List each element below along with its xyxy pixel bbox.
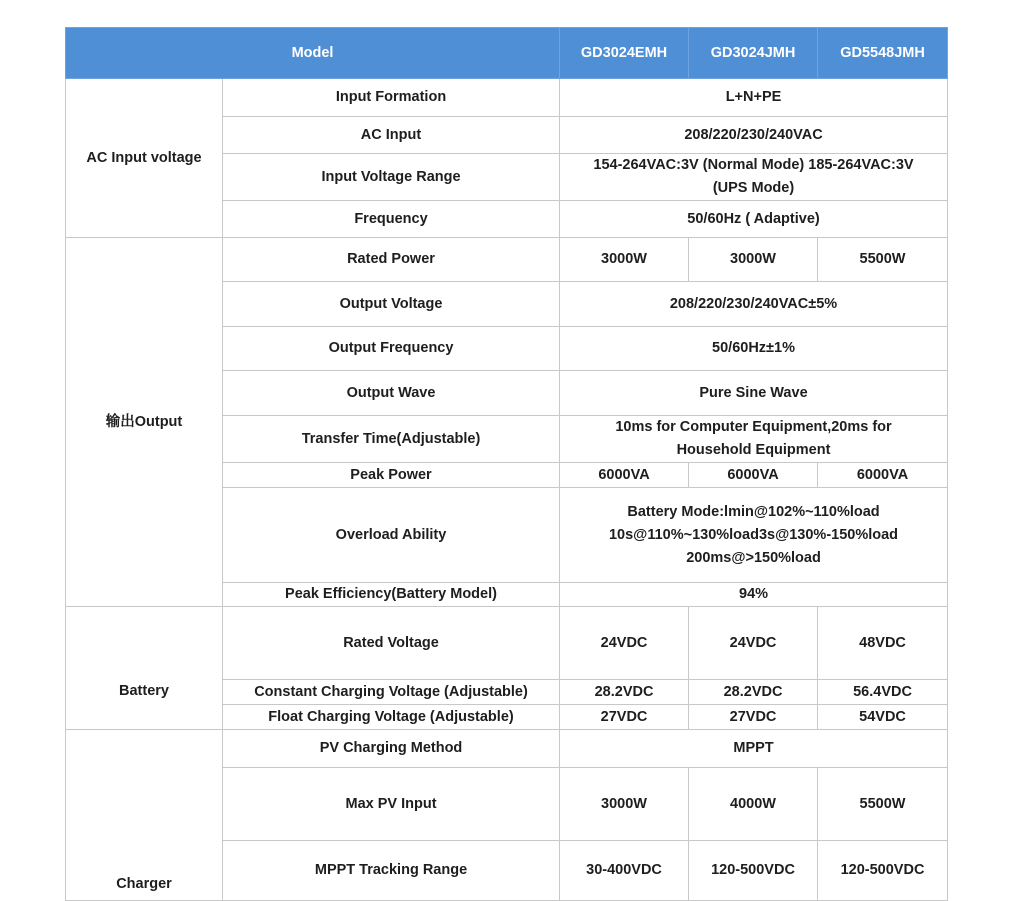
overload-line: 10s@110%~130%load3s@130%-150%load: [608, 526, 899, 543]
model-header: Model: [66, 28, 560, 79]
row-value: MPPT: [560, 730, 948, 768]
row-value: 208/220/230/240VAC±5%: [560, 282, 948, 327]
row-label: Float Charging Voltage (Adjustable): [223, 705, 560, 730]
row-value: 24VDC: [689, 607, 818, 680]
row-label: PV Charging Method: [223, 730, 560, 768]
row-value: 6000VA: [689, 463, 818, 488]
row-label: Max PV Input: [223, 768, 560, 841]
row-value: 10ms for Computer Equipment,20ms for Household Equipment: [560, 416, 948, 463]
row-value: 120-500VDC: [689, 841, 818, 901]
row-value: 3000W: [689, 238, 818, 282]
row-label: Frequency: [223, 201, 560, 238]
row-value: 28.2VDC: [689, 680, 818, 705]
row-value: 6000VA: [818, 463, 948, 488]
row-label: MPPT Tracking Range: [223, 841, 560, 901]
row-value: 154-264VAC:3V (Normal Mode) 185-264VAC:3V (UPS Mode): [560, 154, 948, 201]
row-value: L+N+PE: [560, 79, 948, 117]
group-output-label: 输出Output: [66, 238, 223, 607]
model-name: GD5548JMH: [818, 28, 948, 79]
row-value: 4000W: [689, 768, 818, 841]
row-label: Rated Power: [223, 238, 560, 282]
row-value: 208/220/230/240VAC: [560, 117, 948, 154]
overload-line: Battery Mode:lmin@102%~110%load: [627, 503, 880, 520]
model-name: GD3024EMH: [560, 28, 689, 79]
row-value: Pure Sine Wave: [560, 371, 948, 416]
table-row: [66, 607, 948, 680]
table-row: [66, 238, 948, 282]
row-value: 56.4VDC: [818, 680, 948, 705]
row-value: 6000VA: [560, 463, 689, 488]
model-name: GD3024JMH: [689, 28, 818, 79]
row-value: 120-500VDC: [818, 841, 948, 901]
row-label: Input Voltage Range: [223, 154, 560, 201]
row-value: 3000W: [560, 238, 689, 282]
row-label: Output Wave: [223, 371, 560, 416]
row-value: 27VDC: [560, 705, 689, 730]
group-ac-input-label: AC Input voltage: [66, 79, 223, 238]
row-label: Input Formation: [223, 79, 560, 117]
header-row: [66, 28, 948, 79]
row-value: 50/60Hz±1%: [560, 327, 948, 371]
row-value: [560, 488, 948, 583]
group-battery-label: Battery: [66, 607, 223, 730]
row-value: 50/60Hz ( Adaptive): [560, 201, 948, 238]
row-value: 5500W: [818, 768, 948, 841]
group-charger-label: Charger: [66, 730, 223, 901]
table-row: [66, 730, 948, 768]
row-value: 24VDC: [560, 607, 689, 680]
row-label: Peak Efficiency(Battery Model): [223, 583, 560, 607]
row-label: Transfer Time(Adjustable): [223, 416, 560, 463]
row-value: 54VDC: [818, 705, 948, 730]
row-label: Output Voltage: [223, 282, 560, 327]
overload-line: 200ms@>150%load: [686, 549, 821, 566]
row-value: 30-400VDC: [560, 841, 689, 901]
row-label: Output Frequency: [223, 327, 560, 371]
row-value: 5500W: [818, 238, 948, 282]
row-label: Overload Ability: [223, 488, 560, 583]
table-row: [66, 79, 948, 117]
row-label: AC Input: [223, 117, 560, 154]
row-value: 3000W: [560, 768, 689, 841]
row-label: Peak Power: [223, 463, 560, 488]
spec-table: [65, 27, 948, 901]
row-label: Rated Voltage: [223, 607, 560, 680]
row-value: 27VDC: [689, 705, 818, 730]
row-value: 28.2VDC: [560, 680, 689, 705]
row-label: Constant Charging Voltage (Adjustable): [223, 680, 560, 705]
row-value: 94%: [560, 583, 948, 607]
row-value: 48VDC: [818, 607, 948, 680]
